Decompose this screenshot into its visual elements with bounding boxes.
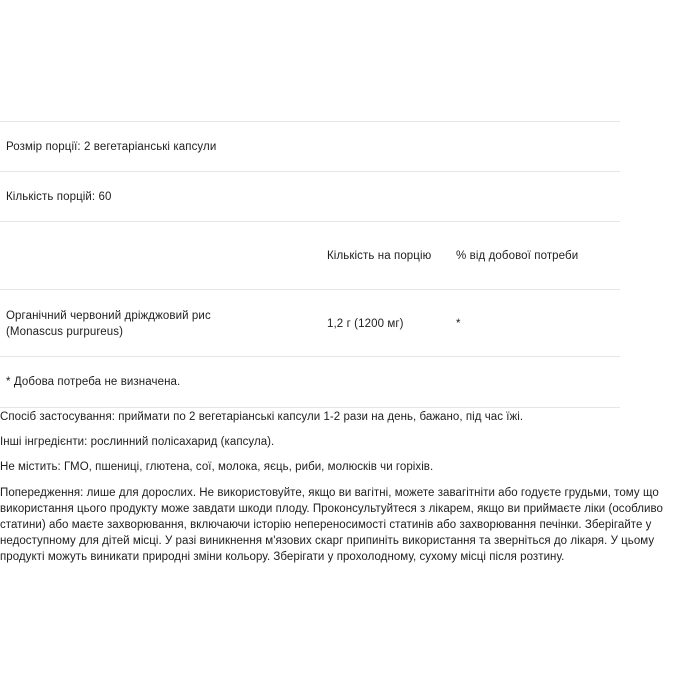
daily-value-header: % від добової потреби xyxy=(456,250,579,262)
daily-value-footnote: * Добова потреба не визначена. xyxy=(6,376,181,388)
amount-per-serving-header: Кількість на порцію xyxy=(327,250,432,262)
ingredient-name-line1: Органічний червоний дріжджовий рис xyxy=(6,310,211,322)
servings-per-container-text: Кількість порцій: 60 xyxy=(6,190,112,203)
serving-size-row xyxy=(0,121,620,171)
free-of-statement: Не містить: ГМО, пшениці, глютена, сої, молока, яєць, риби, молюсків чи горіхів. xyxy=(0,461,434,473)
product-notes xyxy=(0,409,686,575)
ingredient-daily-value: * xyxy=(456,318,461,330)
supplement-facts-panel xyxy=(0,121,620,408)
ingredient-amount: 1,2 г (1200 мг) xyxy=(327,318,404,330)
panel-bottom-divider xyxy=(0,407,620,408)
ingredient-name-line2: (Monascus purpureus) xyxy=(6,326,124,338)
serving-size-text: Розмір порції: 2 вегетаріанські капсули xyxy=(6,140,217,153)
footnote-row xyxy=(0,356,620,407)
servings-per-container-row xyxy=(0,171,620,221)
ingredient-row xyxy=(0,289,620,356)
table-header-row xyxy=(0,221,620,289)
other-ingredients: Інші інгредієнти: рослинний полісахарид (капсула). xyxy=(0,436,275,448)
ingredient-name xyxy=(6,308,306,340)
usage-directions: Спосіб застосування: приймати по 2 вегетаріанські капсули 1-2 рази на день, бажано, під час їжі. xyxy=(0,411,524,423)
warning-text: Попередження: лише для дорослих. Не використовуйте, якщо ви вагітні, можете завагітніти або годуєте грудьми, тому що використання цього продукту може завдати шкоди плоду. Проконсультуйтеся з лікарем, якщо ви приймаєте ліки (особливо статини) або маєте захворювання, включаючи історію непереносимості статинів або захворювання печінки. Зберігайте у недоступному для дітей місці. У разі виникнення м'язових скарг припиніть використання та зверніться до лікаря. У цьому продукті можуть виникати природні зміни кольору. Зберігати у прохолодному, сухому місці після розтину. xyxy=(0,487,663,563)
